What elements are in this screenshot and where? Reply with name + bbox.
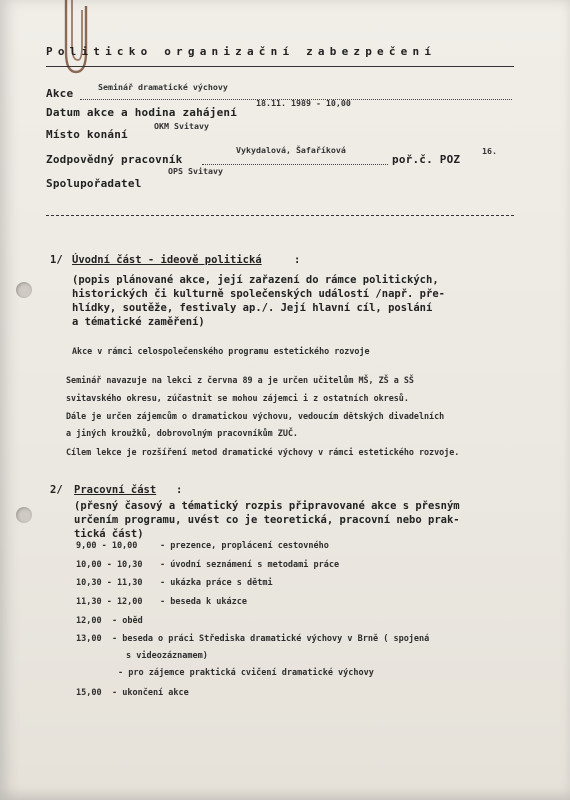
schedule-time: 10,30 - 11,30: [76, 578, 143, 588]
punch-hole: [16, 507, 32, 523]
section1-heading: Úvodní část - ideově politická: [72, 254, 262, 266]
schedule-time: 11,30 - 12,00: [76, 597, 143, 607]
schedule-item: - prezence, proplácení cestovného: [160, 541, 329, 551]
schedule-item: - ukázka práce s dětmi: [160, 578, 273, 588]
akce-value: Seminář dramatické výchovy: [98, 82, 228, 92]
schedule-item: - beseda k ukázce: [160, 597, 247, 607]
porc-label: poř.č. POZ: [392, 153, 461, 166]
schedule-item: s videozáznamem): [126, 651, 208, 661]
schedule-time: 9,00 - 10,00: [76, 541, 138, 551]
section2-number: 2/: [50, 484, 63, 496]
paper-clip-icon: [52, 0, 92, 80]
misto-label: Místo konání: [46, 128, 128, 141]
akce-label: Akce: [46, 87, 74, 100]
section1-desc-line: historických či kulturně společenských událostí /např. pře-: [72, 288, 445, 300]
title-rule: [46, 66, 514, 67]
punch-hole: [16, 282, 32, 298]
section2-desc-line: tická část): [74, 528, 144, 540]
section1-desc-line: hlídky, soutěže, festivaly ap./. Její hlavní cíl, poslání: [72, 302, 433, 314]
misto-value: OKM Svitavy: [154, 121, 209, 131]
schedule-item: - ukončení akce: [112, 688, 189, 698]
datum-value: 18.11. 1989 - 10,00: [256, 98, 351, 108]
section-divider: [46, 215, 514, 216]
zodp-dotted-line: [202, 164, 388, 165]
datum-label: Datum akce a hodina zahájení: [46, 106, 238, 119]
section1-text-line: Dále je určen zájemcům o dramatickou výchovu, vedoucím dětských divadelních: [66, 411, 445, 421]
section1-text-line: svitavského okresu, zúčastnit se mohou zájemci i z ostatních okresů.: [66, 393, 409, 403]
spolu-label: Spolupořadatel: [46, 177, 142, 190]
section2-heading: Pracovní část: [74, 484, 157, 496]
zodp-label: Zodpovědný pracovník: [46, 153, 183, 166]
schedule-time: 10,00 - 10,30: [76, 560, 143, 570]
section1-number: 1/: [50, 254, 63, 266]
section1-desc-line: a tématické zaměření): [72, 316, 205, 328]
porc-value: 16.: [482, 146, 497, 156]
section1-text-line: a jiných kroužků, dobrovolným pracovníkům ZUČ.: [66, 428, 298, 438]
section1-desc-line: (popis plánované akce, její zařazení do rámce politických,: [72, 274, 439, 286]
section2-desc-line: určením programu, uvést co je teoretická, pracovní nebo prak-: [74, 514, 460, 526]
schedule-item: - úvodní seznámení s metodami práce: [160, 560, 340, 570]
section1-text-line: Seminář navazuje na lekci z června 89 a je určen učitelům MŠ, ZŠ a SŠ: [66, 375, 414, 385]
schedule-time: 15,00: [76, 688, 102, 698]
document-title: Politicko organizační zabezpečení: [46, 45, 437, 58]
section2-colon: :: [176, 484, 183, 496]
section2-desc-line: (přesný časový a tématický rozpis připravované akce s přesným: [74, 500, 460, 512]
schedule-time: 12,00: [76, 616, 102, 626]
schedule-item: - pro zájemce praktická cvičení dramatické výchovy: [118, 668, 374, 678]
schedule-time: 13,00: [76, 634, 102, 644]
schedule-item: - beseda o práci Střediska dramatické výchovy v Brně ( spojená: [112, 634, 430, 644]
spolu-value: OPS Svitavy: [168, 166, 223, 176]
section1-text-line: Cílem lekce je rozšíření metod dramatické výchovy v rámci estetického rozvoje.: [66, 447, 460, 457]
section1-text-line: Akce v rámci celospolečenského programu estetického rozvoje: [72, 346, 370, 356]
schedule-item: - oběd: [112, 616, 143, 626]
section1-colon: :: [294, 254, 301, 266]
zodp-value: Vykydalová, Šafaříková: [236, 145, 346, 155]
